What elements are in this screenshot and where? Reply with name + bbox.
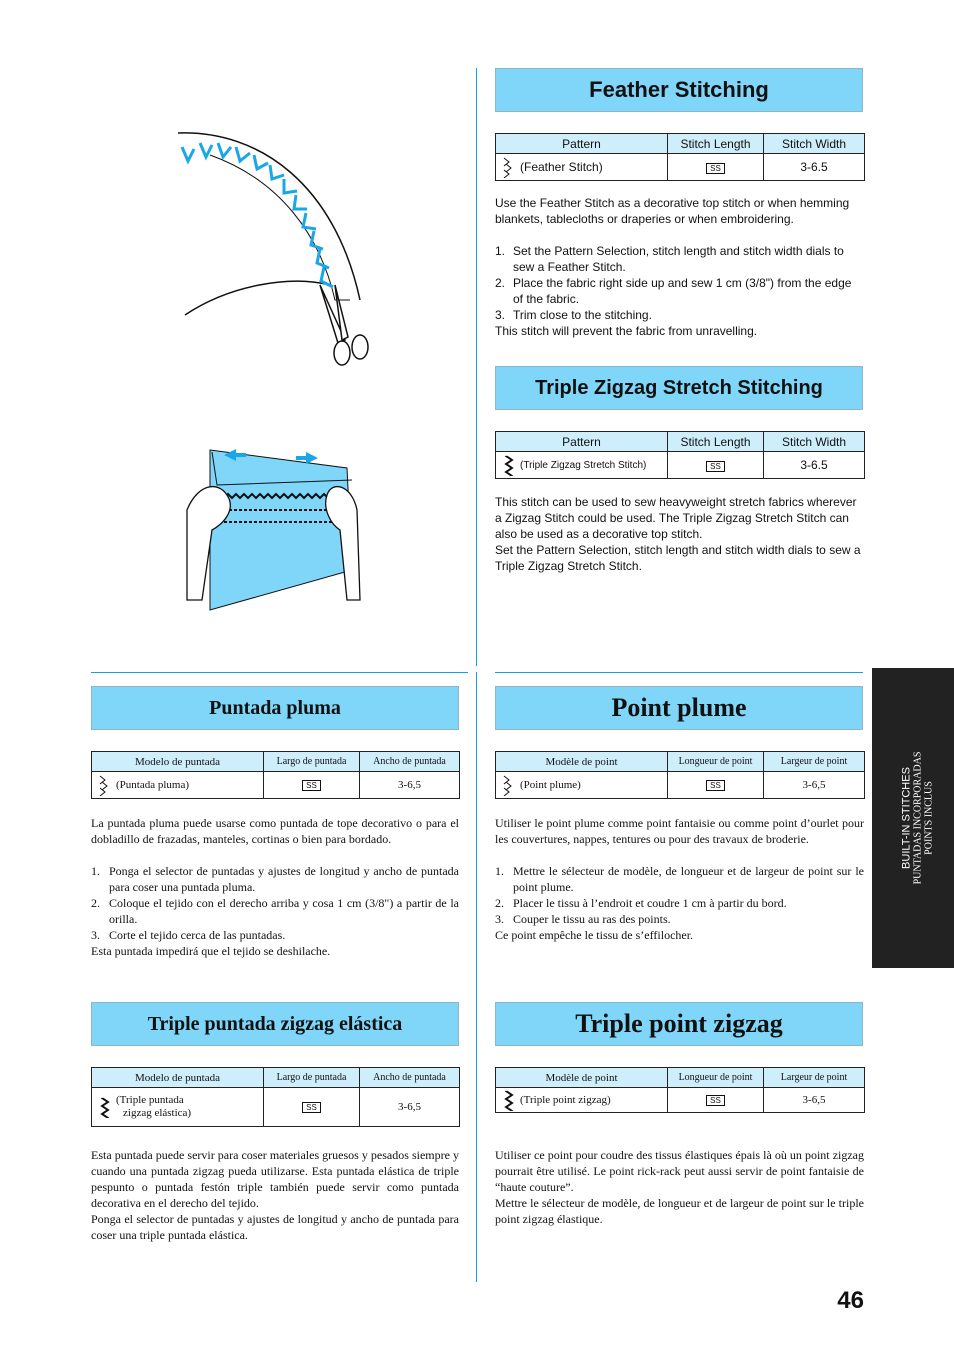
stitch-width-value: 3-6,5	[360, 772, 460, 799]
stitch-width-value: 3-6,5	[360, 1088, 460, 1127]
triple-point-p1: Utiliser ce point pour coudre des tissus élastiques épais là où un point zigzag pourrait être utilisé. Le point rick-rack peut aussi servir de point fantaisie de “haute couture”.	[495, 1148, 864, 1194]
column-divider	[476, 68, 477, 666]
column-divider-lower	[476, 672, 477, 1282]
col-stitch-length: Longueur de point	[668, 752, 764, 772]
pattern-name: (Feather Stitch)	[520, 160, 603, 174]
triple-zigzag-illustration	[182, 440, 362, 620]
col-pattern: Pattern	[496, 134, 668, 154]
col-pattern: Modelo de puntada	[92, 1068, 264, 1088]
triple-puntada-title: Triple puntada zigzag elástica	[147, 1012, 403, 1035]
section-divider-right	[495, 672, 863, 673]
feather-stitch-icon	[496, 156, 520, 178]
col-pattern: Pattern	[496, 432, 668, 452]
stitch-length-value: SS	[706, 163, 725, 174]
stitch-length-value: SS	[706, 780, 725, 791]
point-plume-heading	[495, 686, 863, 730]
triple-zigzag-icon	[92, 1096, 116, 1118]
page-number: 46	[837, 1287, 864, 1314]
triple-zigzag-p1: This stitch can be used to sew heavyweight stretch fabrics wherever a Zigzag Stitch could be used. The Triple Zigzag Stretch Stitch can also be used as a decorative top stitch.	[495, 495, 857, 541]
triple-zigzag-heading	[495, 366, 863, 410]
puntada-pluma-body	[91, 815, 459, 959]
pattern-name: (Triple puntada zigzag elástica)	[116, 1094, 192, 1119]
list-item: 2. Place the fabric right side up and sew 1 cm (3/8") from the edge of the fabric.	[495, 276, 852, 306]
list-item: 3. Couper le tissu au ras des points.	[495, 912, 671, 926]
col-stitch-width: Largeur de point	[764, 1068, 865, 1088]
col-stitch-width: Stitch Width	[764, 432, 865, 452]
col-stitch-width: Ancho de puntada	[360, 1068, 460, 1088]
pattern-name: (Puntada pluma)	[116, 779, 190, 791]
stitch-length-value: SS	[706, 461, 725, 472]
feather-stitch-icon	[92, 774, 116, 796]
point-plume-table	[495, 751, 865, 799]
point-plume-title: Point plume	[611, 693, 747, 722]
plume-steps	[495, 863, 864, 927]
col-pattern: Modèle de point	[496, 1068, 668, 1088]
triple-point-heading	[495, 1002, 863, 1046]
triple-point-p2: Mettre le sélecteur de modèle, de longueur et de largeur de point sur le triple point zigzag élastique.	[495, 1196, 864, 1226]
pluma-steps	[91, 863, 459, 943]
triple-zigzag-icon	[496, 1089, 520, 1111]
pattern-name: (Point plume)	[520, 779, 581, 791]
triple-puntada-p1: Esta puntada puede servir para coser materiales gruesos y pesados siempre y cuando una puntada zigzag pueda utilizarse. Esta puntada elástica de triple pespunto o puntada festón triple también puede servir como puntada decorativa en el derecho del tejido.	[91, 1148, 459, 1210]
plume-outro: Ce point empêche le tissu de s’effilocher.	[495, 928, 694, 942]
pattern-name: (Triple Zigzag Stretch Stitch)	[520, 459, 647, 471]
puntada-pluma-title: Puntada pluma	[209, 696, 341, 719]
side-tab-spanish: PUNTADAS INCORPORADAS	[912, 751, 924, 885]
list-item: 1. Set the Pattern Selection, stitch length and stitch width dials to sew a Feather Stitch.	[495, 244, 844, 274]
triple-puntada-table	[91, 1067, 460, 1127]
triple-zigzag-table	[495, 431, 865, 479]
side-tab-english: BUILT-IN STITCHES	[900, 767, 913, 869]
stitch-width-value: 3-6,5	[764, 1088, 865, 1113]
col-pattern: Modèle de point	[496, 752, 668, 772]
col-stitch-width: Ancho de puntada	[360, 752, 460, 772]
triple-zigzag-p2: Set the Pattern Selection, stitch length and stitch width dials to sew a Triple Zigzag Stretch Stitch.	[495, 543, 861, 573]
puntada-pluma-heading	[91, 686, 459, 730]
triple-point-title: Triple point zigzag	[575, 1009, 783, 1038]
feather-steps	[495, 243, 864, 323]
puntada-pluma-table	[91, 751, 460, 799]
col-stitch-width: Stitch Width	[764, 134, 865, 154]
triple-puntada-body	[91, 1147, 459, 1243]
section-divider-left	[91, 672, 468, 673]
col-pattern: Modelo de puntada	[92, 752, 264, 772]
chapter-side-tab	[872, 668, 954, 968]
feather-stitching-body	[495, 195, 864, 339]
list-item: 1. Mettre le sélecteur de modèle, de longueur et de largeur de point sur le point plume.	[495, 864, 864, 894]
col-stitch-length: Stitch Length	[668, 432, 764, 452]
triple-puntada-heading	[91, 1002, 459, 1046]
list-item: 1. Ponga el selector de puntadas y ajustes de longitud y ancho de puntada para coser una puntada pluma.	[91, 864, 459, 894]
stitch-length-value: SS	[302, 1102, 321, 1113]
triple-zigzag-icon	[496, 454, 520, 476]
feather-stitching-heading	[495, 68, 863, 112]
stitch-width-value: 3-6.5	[764, 154, 865, 181]
feather-stitch-illustration	[170, 125, 385, 375]
stitch-width-value: 3-6,5	[764, 772, 865, 799]
point-plume-body	[495, 815, 864, 943]
col-stitch-length: Largo de puntada	[264, 1068, 360, 1088]
stitch-length-value: SS	[302, 780, 321, 791]
feather-outro: This stitch will prevent the fabric from unravelling.	[495, 324, 758, 338]
triple-zigzag-body	[495, 494, 864, 574]
list-item: 2. Placer le tissu à l’endroit et coudre 1 cm à partir du bord.	[495, 896, 787, 910]
feather-stitch-icon	[496, 774, 520, 796]
col-stitch-length: Largo de puntada	[264, 752, 360, 772]
feather-stitching-title: Feather Stitching	[589, 77, 769, 102]
feather-stitch-table	[495, 133, 865, 181]
triple-point-body	[495, 1147, 864, 1227]
col-stitch-length: Stitch Length	[668, 134, 764, 154]
col-stitch-width: Largeur de point	[764, 752, 865, 772]
feather-intro: Use the Feather Stitch as a decorative top stitch or when hemming blankets, tablecloths or draperies or when embroidering.	[495, 196, 850, 226]
pluma-intro: La puntada pluma puede usarse como puntada de tope decorativo o para el dobladillo de frazadas, manteles, cortinas o bien para bordado.	[91, 816, 459, 846]
triple-point-table	[495, 1067, 865, 1113]
list-item: 3. Corte el tejido cerca de las puntadas.	[91, 928, 286, 942]
stitch-length-value: SS	[706, 1095, 725, 1106]
list-item: 3. Trim close to the stitching.	[495, 308, 652, 322]
pluma-outro: Esta puntada impedirá que el tejido se deshilache.	[91, 944, 331, 958]
triple-puntada-p2: Ponga el selector de puntadas y ajustes de longitud y ancho de puntada para coser una triple puntada elástica.	[91, 1212, 459, 1242]
col-stitch-length: Longueur de point	[668, 1068, 764, 1088]
side-tab-french: POINTS INCLUS	[923, 781, 935, 855]
triple-zigzag-title: Triple Zigzag Stretch Stitching	[535, 376, 823, 399]
list-item: 2. Coloque el tejido con el derecho arriba y cosa 1 cm (3/8") a partir de la orilla.	[91, 896, 459, 926]
plume-intro: Utiliser le point plume comme point fantaisie ou comme point d’ourlet pour les couvertures, nappes, tentures ou pour des travaux de broderie.	[495, 816, 864, 846]
stitch-width-value: 3-6.5	[764, 452, 865, 479]
pattern-name: (Triple point zigzag)	[520, 1094, 611, 1106]
